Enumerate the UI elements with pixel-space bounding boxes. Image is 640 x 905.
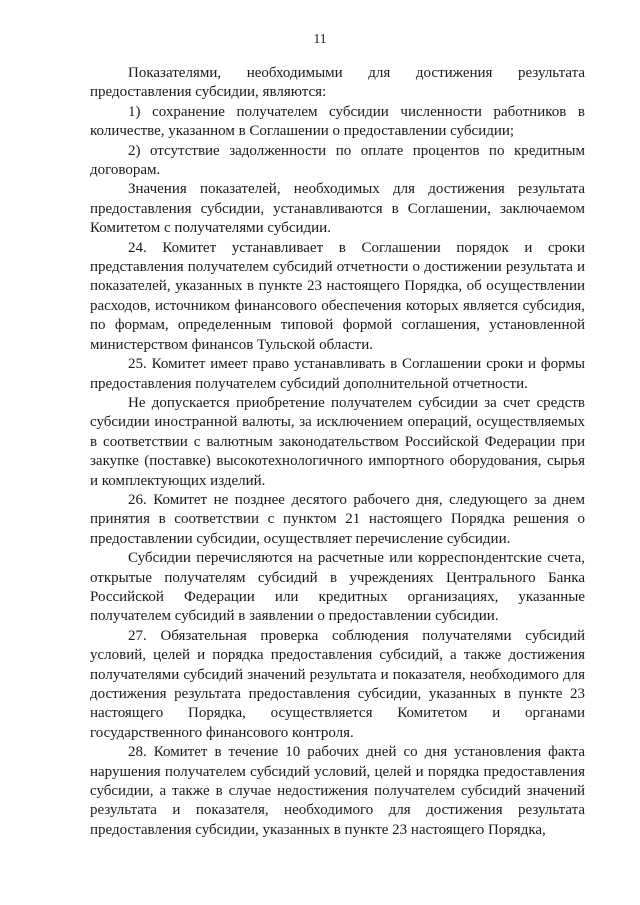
paragraph-indicator-values: Значения показателей, необходимых для достижения результата предоставления субсидии, устанавливаются в Соглашении, заключаемом Комитетом с получателями субсидии. — [90, 181, 585, 237]
paragraph-item-24: 24. Комитет устанавливает в Соглашении порядок и сроки представления получателем субсидий отчетности о достижении результата и показателей, указанных в пункте 23 настоящего Порядка, об осуществлении расходов, источником финансового обеспечения которых является субсидия, по формам, определенным типовой формой соглашения, установленной министерством финансов Тульской области. — [90, 239, 585, 353]
paragraph-item-27: 27. Обязательная проверка соблюдения получателями субсидий условий, целей и порядка предоставления субсидий, а также достижения получателями субсидий значений результата и показателя, необходимого для достижения результата предоставления субсидии, указанных в пункте 23 настоящего Порядка, осуществляется Комитетом и органами государственного финансового контроля. — [90, 627, 585, 741]
paragraph-indicators-intro: Показателями, необходимыми для достижения результата предоставления субсидии, являются: — [90, 65, 585, 101]
page-number: 11 — [313, 31, 327, 46]
document-body — [90, 64, 585, 840]
paragraph-item-25: 25. Комитет имеет право устанавливать в Соглашении сроки и формы предоставления получателем субсидий дополнительной отчетности. — [90, 356, 585, 392]
paragraph-transfer-accounts: Субсидии перечисляются на расчетные или корреспондентские счета, открытые получателям субсидий в учреждениях Центрального Банка Российской Федерации или кредитных организациях, указанные получателем субсидий в заявлении о предоставлении субсидии. — [90, 550, 585, 625]
paragraph-indicator-2: 2) отсутствие задолженности по оплате процентов по кредитным договорам. — [90, 142, 585, 179]
paragraph-indicator-1: 1) сохранение получателем субсидии численности работников в количестве, указанном в Соглашении о предоставлении субсидии; — [90, 103, 585, 140]
paragraph-item-28: 28. Комитет в течение 10 рабочих дней со дня установления факта нарушения получателем субсидий условий, целей и порядка предоставления субсидии, а также в случае недостижения получателем субсидий значений результата и показателя, необходимого для достижения результата предоставления субсидии, указанных в пункте 23 настоящего Порядка, — [90, 744, 585, 838]
paragraph-foreign-currency: Не допускается приобретение получателем субсидии за счет средств субсидии иностранной валюты, за исключением операций, осуществляемых в соответствии с валютным законодательством Российской Федерации при закупке (поставке) высокотехнологичного импортного оборудования, сырья и комплектующих изделий. — [90, 394, 585, 489]
paragraph-item-26: 26. Комитет не позднее десятого рабочего дня, следующего за днем принятия в соответствии с пунктом 21 настоящего Порядка решения о предоставлении субсидии, осуществляет перечисление субсидии. — [90, 491, 585, 547]
